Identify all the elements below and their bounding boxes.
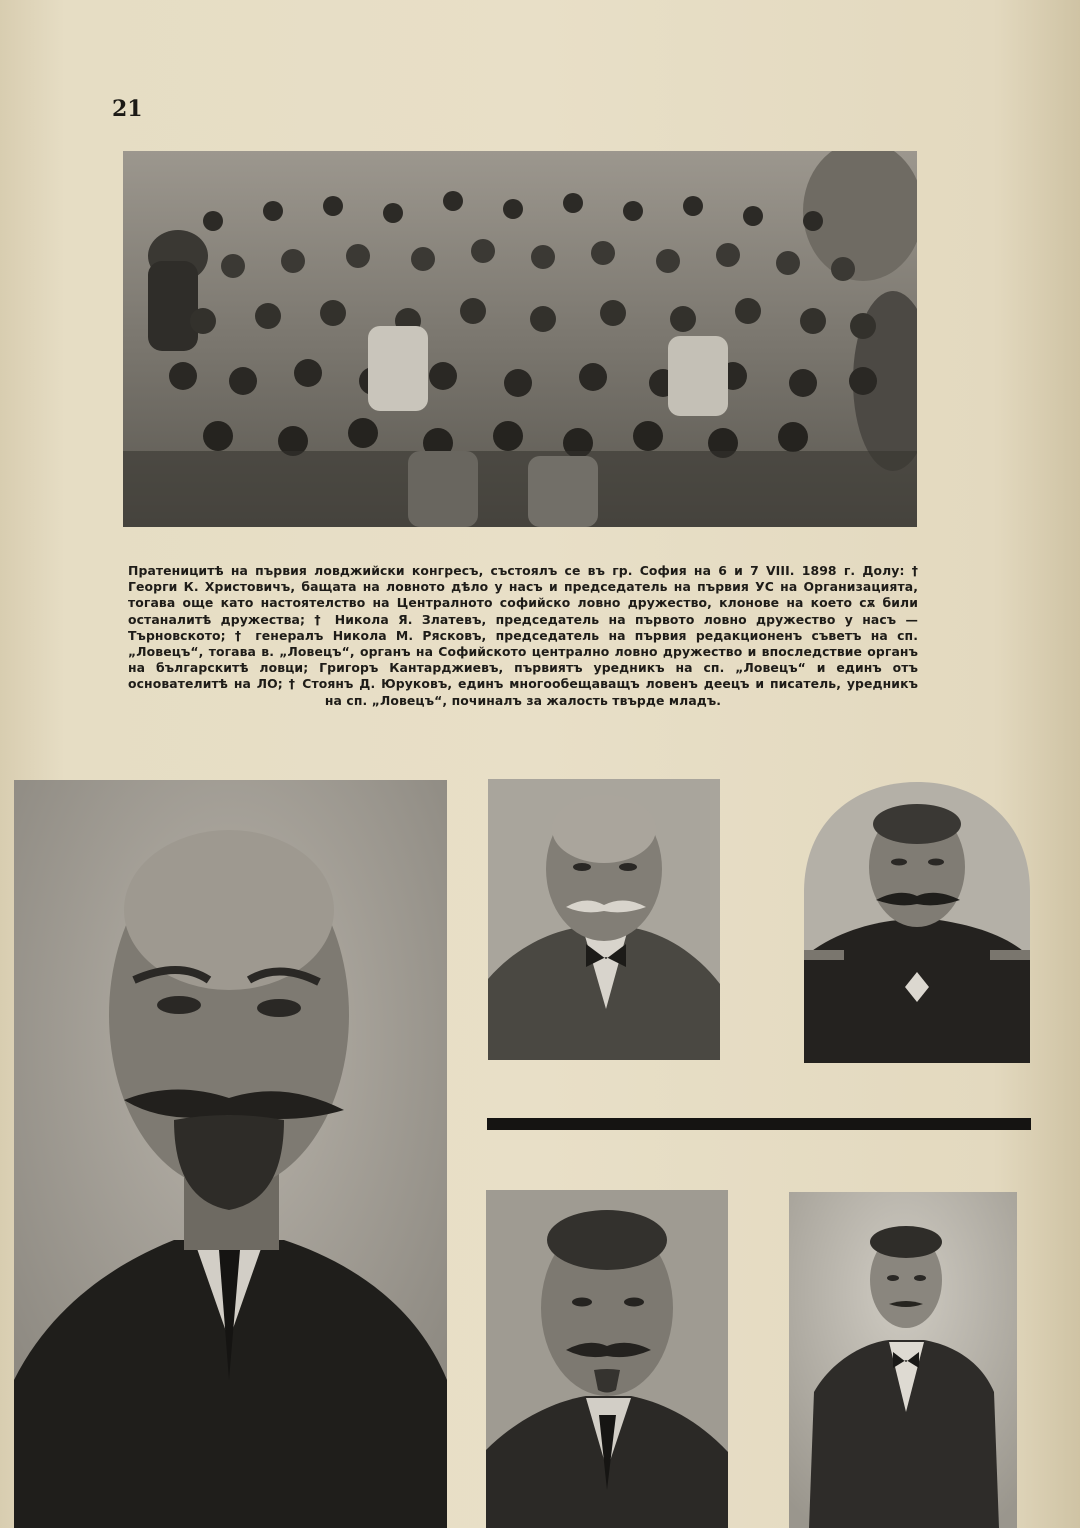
group-photo-congress-delegates: [123, 151, 917, 527]
page-number: 21: [112, 96, 143, 122]
portrait-georgi-hristovich: [14, 780, 447, 1528]
portrait-nikola-ryaskov: [804, 782, 1030, 1063]
portrait-nikola-zlatev: [488, 779, 720, 1060]
photo-caption: Пратеницитѣ на първия ловджийски конгресъ, състоялъ се въ гр. София на 6 и 7 VIII. 1898 г. Долу: † Георги К. Христовичъ, бащата на ловното дѣло у насъ и председатель на първия УС на Организацията, тогава още като настоятелство на Централното софийско ловно дружество, клонове на което сѫ били останалитѣ дружества; † Никола Я. Златевъ, председатель на първото ловно дружество у насъ — Търновското; † генералъ Никола М. Рясковъ, председатель на първия редакционенъ съветъ на сп. „Ловецъ“, тогава в. „Ловецъ“, органъ на Софийското централно ловно дружество и впоследствие органъ на българскитѣ ловци; Григоръ Кантарджиевъ, първиятъ уредникъ на сп. „Ловецъ“ и единъ отъ основателитѣ на ЛО; † Стоянъ Д. Юруковъ, единъ многообещаващъ ловенъ деецъ и писатель, уредникъ на сп. „Ловецъ“, починалъ за жалость твърде младъ.: [128, 563, 918, 708]
divider-rule: [487, 1118, 1031, 1130]
portrait-grigor-kantardzhiev: [486, 1190, 728, 1528]
portrait-stoyan-yurukov: [789, 1192, 1017, 1528]
